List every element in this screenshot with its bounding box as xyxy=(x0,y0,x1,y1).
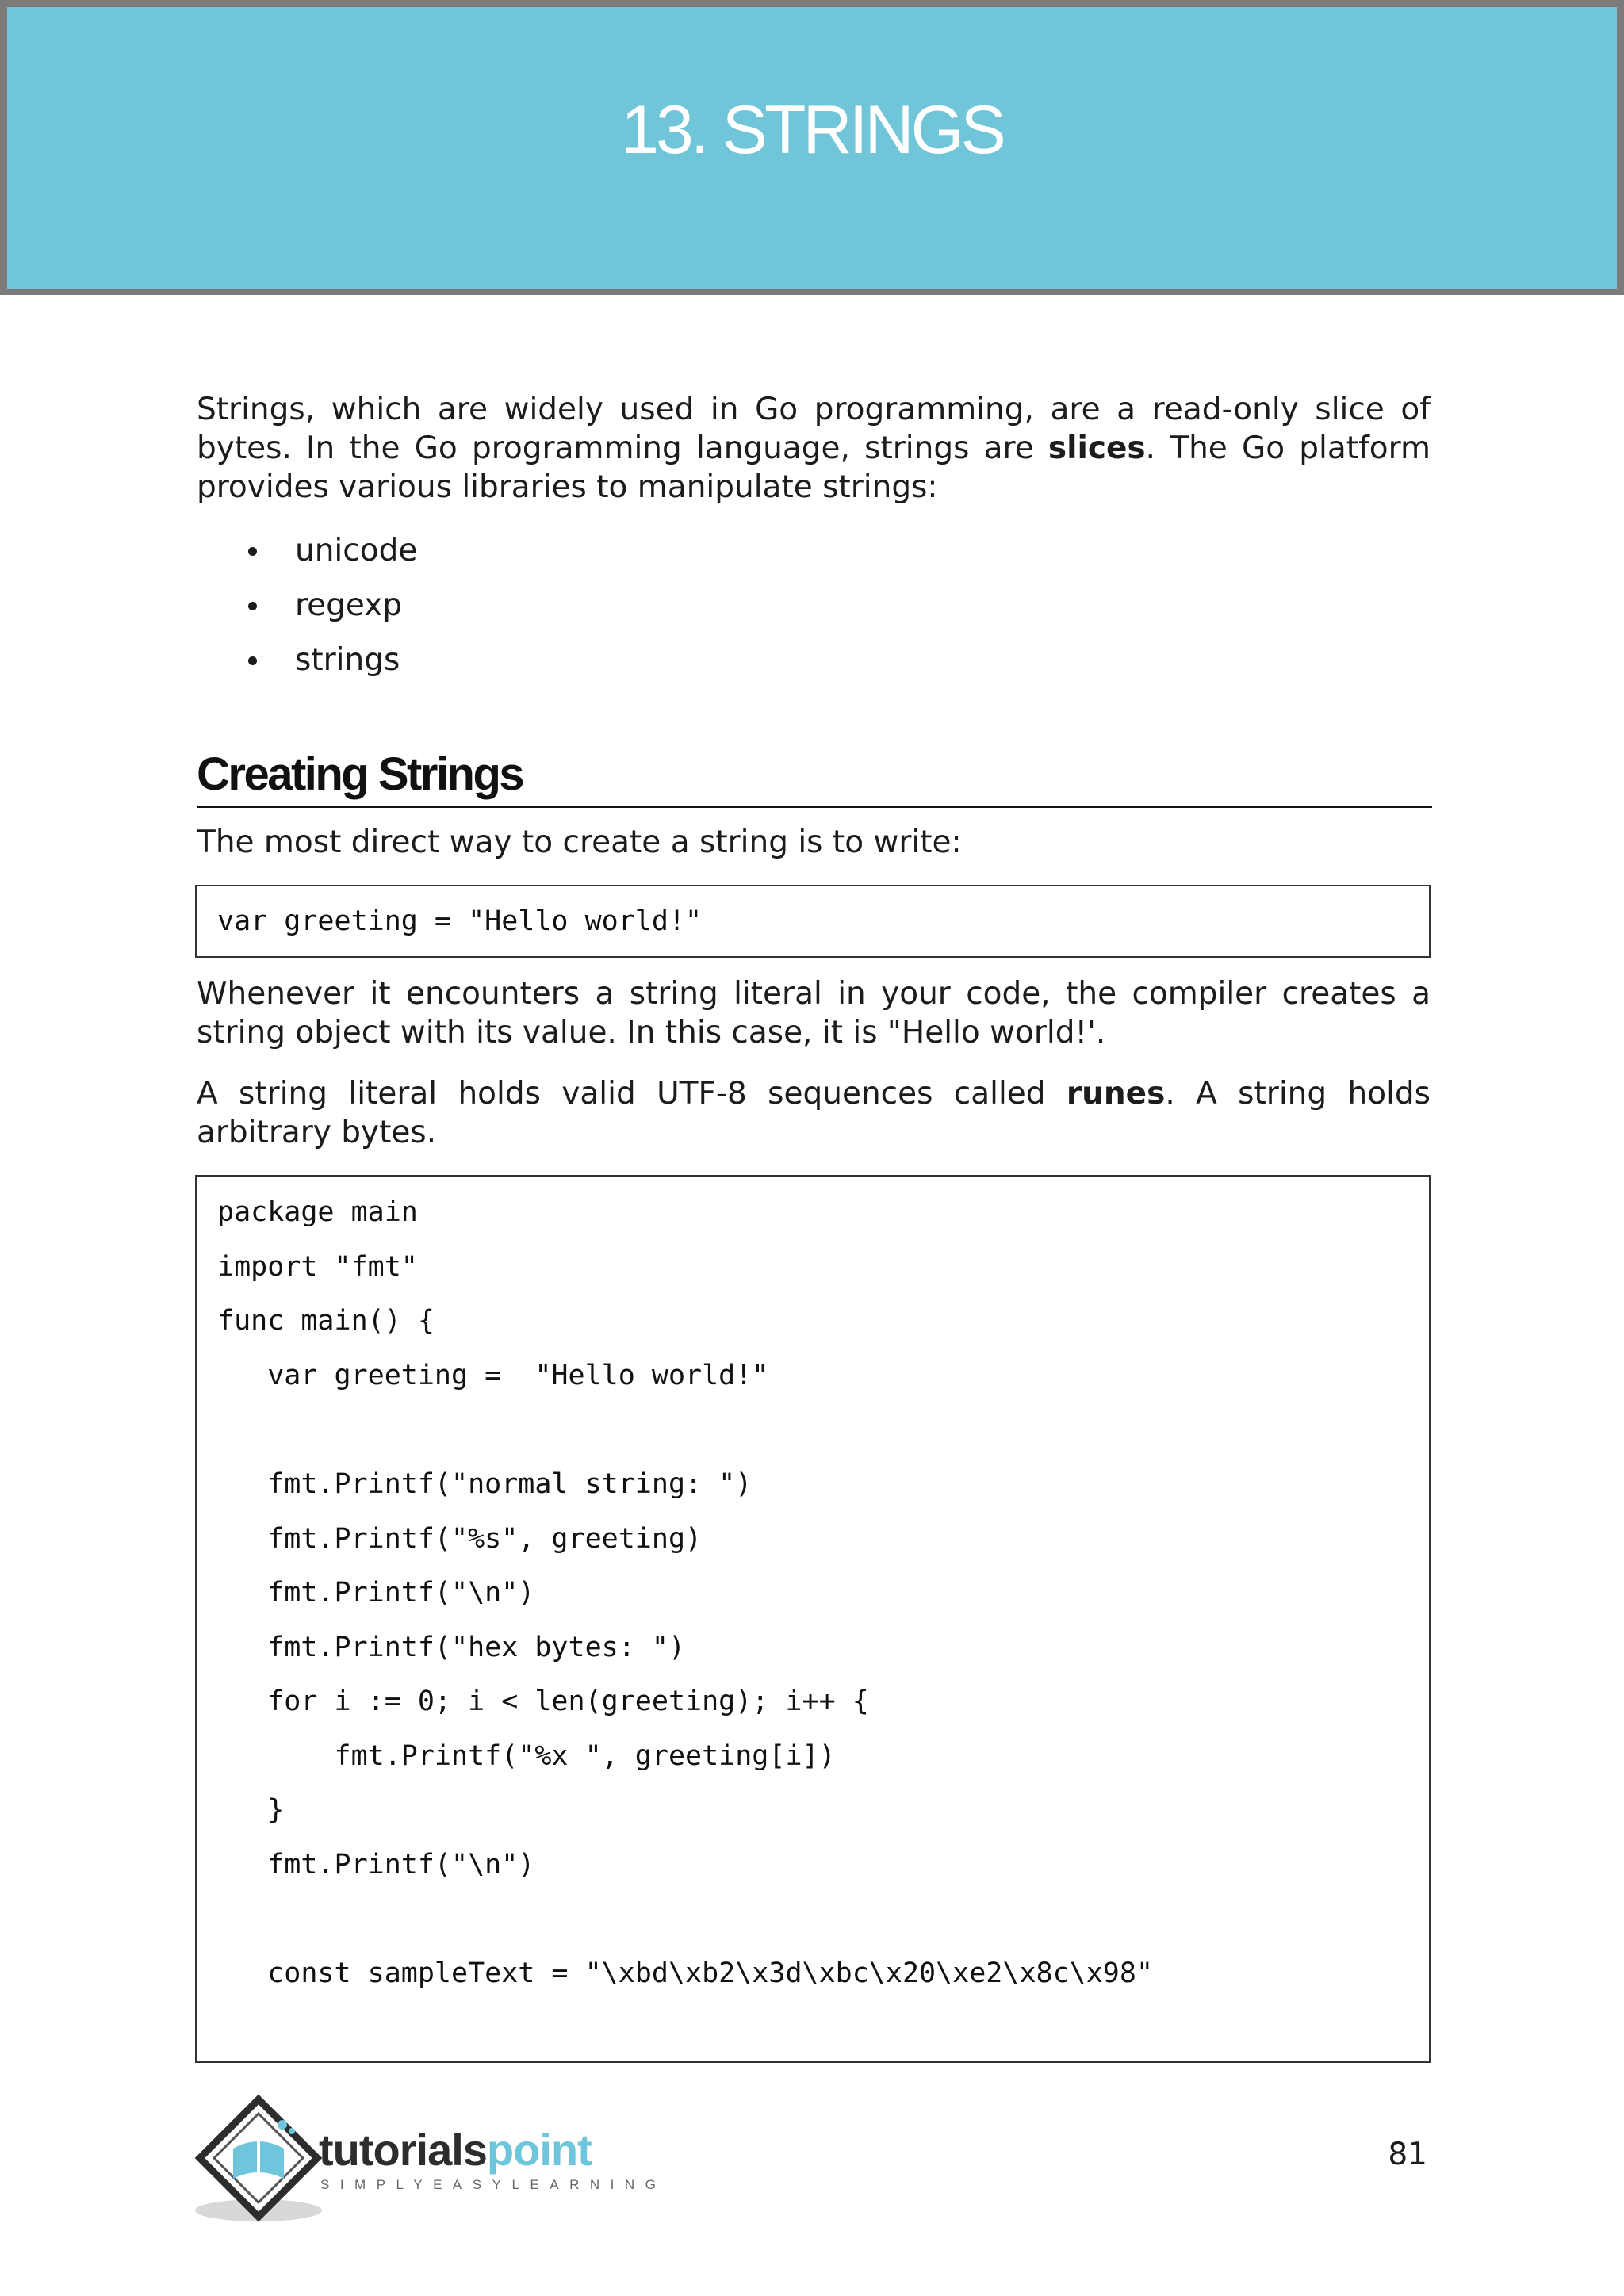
code-line: fmt.Printf("%s", greeting) xyxy=(217,1523,703,1555)
intro-paragraph xyxy=(197,390,1431,507)
intro-bold-slices: slices xyxy=(1048,430,1146,466)
code-line: } xyxy=(217,1794,285,1826)
code-line: fmt.Printf("hex bytes: ") xyxy=(217,1632,686,1663)
code-line: import "fmt" xyxy=(217,1251,418,1283)
intro-text-2: . The Go platform provides various libraries to manipulate strings: xyxy=(197,430,1431,505)
logo-word-tutorials: tutorials xyxy=(319,2125,487,2175)
logo-word-point: point xyxy=(486,2125,592,2175)
explain-paragraph: Whenever it encounters a string literal in your code, the compiler creates a string object with its value. In this case, it is "Hello world!'. xyxy=(197,976,1431,1050)
list-item-label: unicode xyxy=(295,533,418,568)
list-item xyxy=(197,530,990,584)
code-line: fmt.Printf("%x ", greeting[i]) xyxy=(217,1740,836,1772)
logo-tagline: SIMPLYEASYLEARNING xyxy=(320,2177,667,2192)
list-item-label: strings xyxy=(295,642,400,678)
bullet-icon xyxy=(248,602,257,610)
bullet-icon xyxy=(248,656,257,665)
list-item xyxy=(197,639,990,694)
code-snippet-box xyxy=(195,885,1431,958)
code-line: for i := 0; i < len(greeting); i++ { xyxy=(217,1686,869,1717)
code-line: var greeting = "Hello world!" xyxy=(217,1360,769,1391)
intro-text-1: Strings, which are widely used in Go programming, are a read-only slice of bytes. In the Go programming language, strings are xyxy=(197,392,1431,466)
list-item-label: regexp xyxy=(295,587,403,623)
section-lead: The most direct way to create a string is to write: xyxy=(197,825,962,860)
logo-diamond-icon xyxy=(193,2093,328,2228)
code-line: fmt.Printf("\n") xyxy=(217,1577,535,1609)
runes-text-2: . A string holds arbitrary bytes. xyxy=(197,1076,1431,1150)
chapter-title: 13. STRINGS xyxy=(621,92,1003,168)
code-line: fmt.Printf("\n") xyxy=(217,1849,535,1881)
runes-paragraph xyxy=(197,1074,1431,1152)
bullet-icon xyxy=(248,547,257,556)
runes-bold: runes xyxy=(1066,1076,1166,1112)
page-number: 81 xyxy=(1388,2137,1427,2172)
runes-text-1: A string literal holds valid UTF-8 sequences called xyxy=(197,1076,1067,1112)
code-line: fmt.Printf("normal string: ") xyxy=(217,1468,753,1500)
code-line: var greeting = "Hello world!" xyxy=(217,905,703,937)
library-list xyxy=(197,530,990,694)
section-heading: Creating Strings xyxy=(197,744,1432,808)
chapter-banner xyxy=(0,0,1624,295)
logo-wordmark xyxy=(319,2125,592,2175)
code-line: func main() { xyxy=(217,1305,435,1337)
code-line: package main xyxy=(217,1196,418,1228)
code-block xyxy=(195,1175,1431,2063)
list-item xyxy=(197,584,990,639)
tutorialspoint-logo xyxy=(193,2093,667,2228)
code-line: const sampleText = "\xbd\xb2\x3d\xbc\x20\xe2\x8c\x98" xyxy=(217,1957,1154,1989)
